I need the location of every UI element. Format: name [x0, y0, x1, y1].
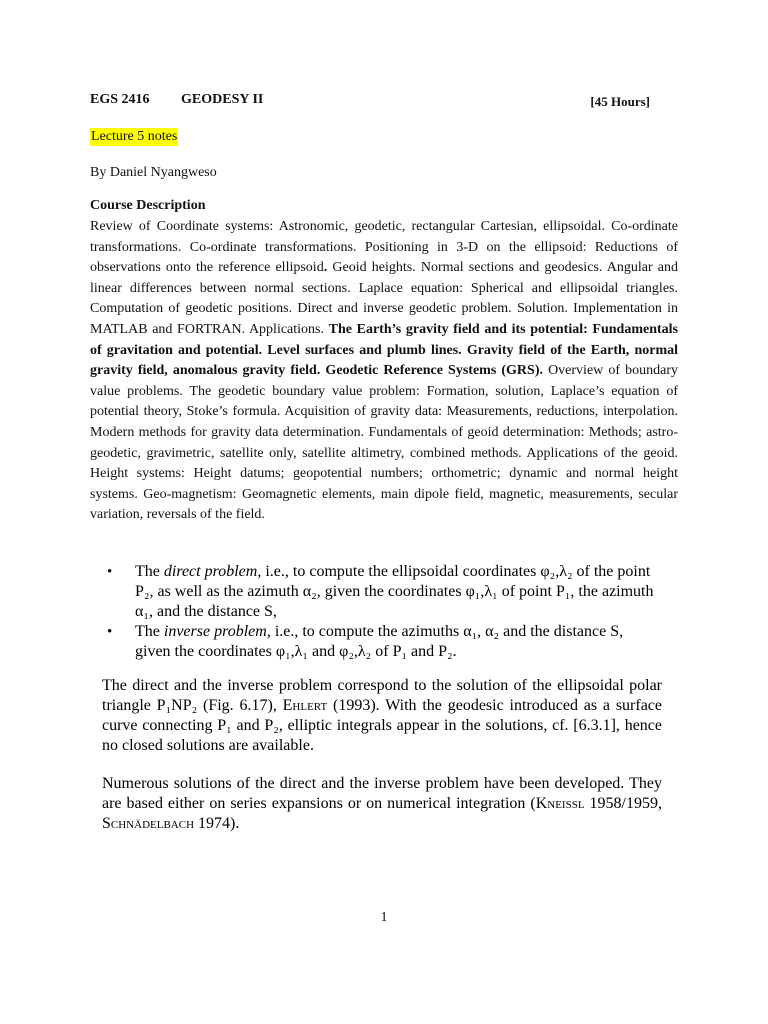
desc-bold-gravity: The Earth’s gravity field and its potential: Fundamentals of gravitation and potential. Level surfaces and plumb lines. Gravity field of the Earth, normal gravity field, anomalous gravity field. Geodetic Reference Systems (GRS).	[90, 321, 678, 379]
para1-author: Ehlert	[282, 697, 328, 714]
excerpt-paragraph-1	[102, 676, 662, 756]
desc-dot: .	[323, 260, 328, 276]
desc-text-1: Review of Coordinate systems: Astronomic, geodetic, rectangular Cartesian, ellipsoidal. Co-ordinate transformations. Co-ordinate transformations. Positioning in 3-D on the ellipsoid: Reductions of observations onto the reference ellipsoid	[90, 219, 678, 276]
list-item-direct-problem	[102, 562, 662, 622]
excerpt-paragraph-2	[102, 774, 662, 834]
course-description-heading: Course Description	[90, 198, 206, 213]
bullet-icon: •	[107, 624, 113, 640]
course-header	[90, 92, 650, 114]
para1-b: (1993). With the geodesic introduced as a surface curve connecting P₁ and P₂, elliptic integrals appear in the solutions, cf. [6.3.1], hence no closed solutions are available.	[102, 697, 663, 754]
course-description-body	[90, 217, 678, 526]
scanned-excerpt	[102, 562, 662, 834]
course-code: EGS 2416	[90, 92, 150, 107]
para2-author-2: Schnädelbach	[102, 815, 195, 832]
lecture-label: Lecture 5 notes	[91, 129, 178, 144]
para1-a: The direct and the inverse problem correspond to the solution of the ellipsoidal polar triangle P₁NP₂ (Fig. 6.17),	[102, 677, 662, 714]
author-line: By Daniel Nyangweso	[90, 165, 217, 180]
bullet-icon: •	[107, 564, 113, 580]
direct-lead: The	[135, 563, 164, 580]
para2-a: Numerous solutions of the direct and the inverse problem have been developed. They are based either on series expansions or on numerical integration (	[102, 775, 662, 812]
inverse-rest: i.e., to compute the azimuths α₁, α₂ and the distance S, given the coordinates φ₁,λ₁ and φ₂,λ₂ of P₁ and P₂.	[135, 623, 624, 660]
inverse-term: inverse problem,	[163, 623, 271, 640]
desc-text-2: Geoid heights. Normal sections and geodesics. Angular and linear differences between normal sections. Laplace equation: Spherical and ellipsoidal triangles. Computation of geodetic positions. Direct and inverse geodetic problem. Solution. Implementation in MATLAB and FORTRAN. Applications.	[90, 260, 678, 337]
page-number: 1	[380, 910, 388, 925]
para2-c: 1974).	[194, 815, 240, 832]
desc-text-3: Overview of boundary value problems. The geodetic boundary value problem: Formation, solution, Laplace’s equation of potential theory, Stoke’s formula. Acquisition of gravity data: Measurements, reductions, interpolation. Modern methods for gravity data determination. Fundamentals of geoid determination: Methods; astro-geodetic, gravimetric, satellite only, satellite altimetry, combined methods. Applications of the geoid. Height systems: Height datums; geopotential numbers; orthometric; dynamic and normal height systems. Geo-magnetism: Geomagnetic elements, main dipole field, magnetic, measurements, secular variation, reversals of the field.	[90, 363, 678, 523]
direct-term: direct problem,	[163, 563, 262, 580]
course-title: GEODESY II	[181, 92, 264, 107]
list-item-inverse-problem	[102, 622, 662, 662]
inverse-lead: The	[135, 623, 164, 640]
para2-b: 1958/1959,	[584, 795, 662, 812]
problem-list	[102, 562, 662, 662]
para2-author-1: Kneissl	[535, 795, 585, 812]
course-hours: [45 Hours]	[590, 94, 650, 109]
direct-rest: i.e., to compute the ellipsoidal coordinates φ₂,λ₂ of the point P₂, as well as the azimuth α₂, given the coordinates φ₁,λ₁ of point P₁, the azimuth α₁, and the distance S,	[135, 563, 654, 620]
